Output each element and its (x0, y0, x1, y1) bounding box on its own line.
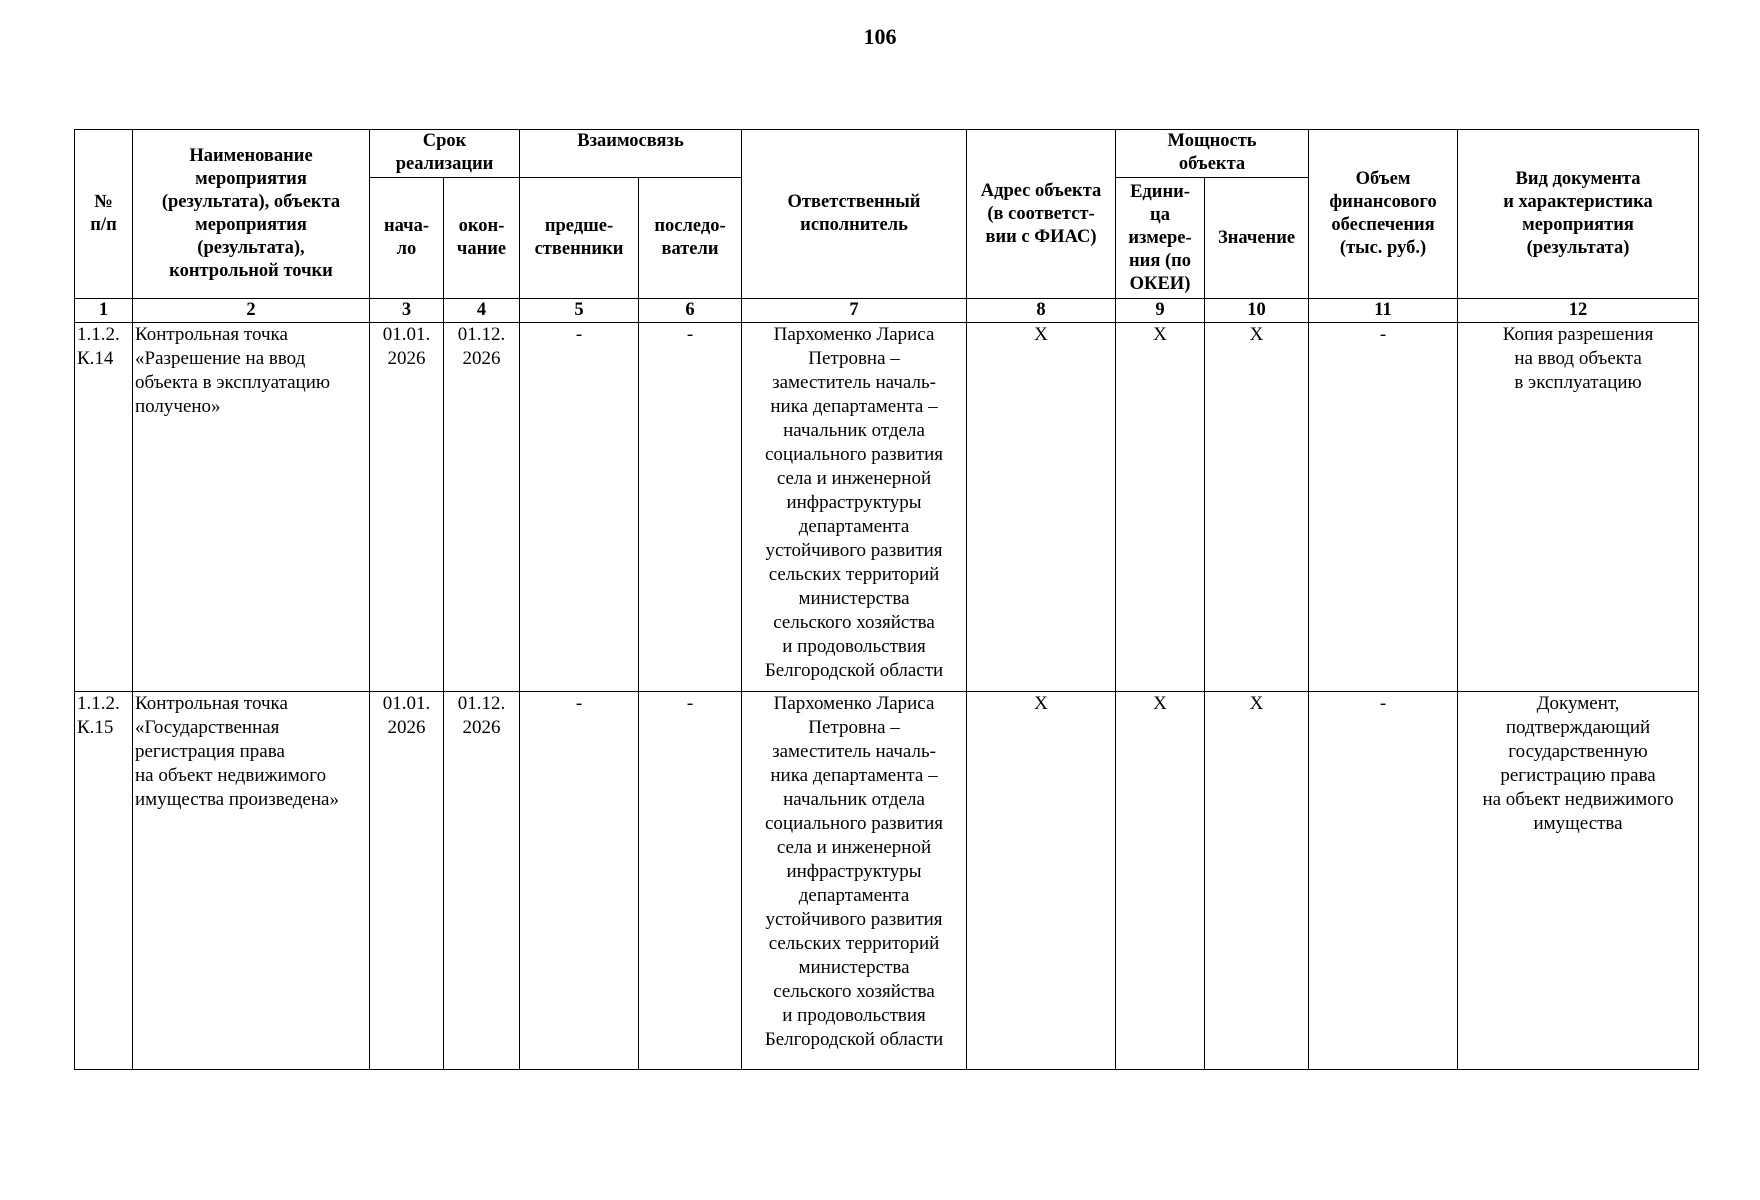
header-name: Наименование мероприятия (результата), объекта мероприятия (результата), контрольной точки (133, 130, 370, 299)
column-number: 7 (742, 299, 967, 323)
row-unit: X (1116, 323, 1205, 692)
row-start-date: 01.01. 2026 (370, 323, 444, 692)
column-number: 11 (1309, 299, 1458, 323)
row-name: Контрольная точка «Разрешение на ввод объекта в эксплуатацию получено» (133, 323, 370, 692)
column-number: 1 (75, 299, 133, 323)
column-number: 8 (967, 299, 1116, 323)
row-end-date: 01.12. 2026 (444, 323, 520, 692)
header-term-end: окон- чание (444, 178, 520, 299)
header-number: № п/п (75, 130, 133, 299)
header-rel-next: последо- ватели (639, 178, 742, 299)
header-relation: Взаимосвязь (520, 130, 742, 178)
row-predecessors: - (520, 323, 639, 692)
header-rel-prev: предше- ственники (520, 178, 639, 299)
row-finance: - (1309, 692, 1458, 1070)
table-row (75, 692, 1699, 1070)
column-number: 4 (444, 299, 520, 323)
table-row (75, 323, 1699, 692)
column-number: 2 (133, 299, 370, 323)
column-number-row (75, 299, 1699, 323)
page-number: 106 (863, 24, 897, 49)
row-unit: X (1116, 692, 1205, 1070)
row-responsible: Пархоменко Лариса Петровна – заместитель началь- ника департамента – начальник отдела социального развития села и инженерной инфраструктуры департамента устойчивого развития сельских территорий министерства сельского хозяйства и продовольствия Белгородской области (742, 692, 967, 1070)
row-successors: - (639, 323, 742, 692)
row-document: Копия разрешения на ввод объекта в эксплуатацию (1458, 323, 1699, 692)
row-finance: - (1309, 323, 1458, 692)
row-number: 1.1.2. К.15 (75, 692, 133, 1070)
row-address: X (967, 323, 1116, 692)
header-address: Адрес объекта (в соответст- вии с ФИАС) (967, 130, 1116, 299)
column-number: 10 (1205, 299, 1309, 323)
row-value: X (1205, 323, 1309, 692)
header-finance: Объем финансового обеспечения (тыс. руб.) (1309, 130, 1458, 299)
header-cap-unit: Едини- ца измере- ния (по ОКЕИ) (1116, 178, 1205, 299)
row-predecessors: - (520, 692, 639, 1070)
header-cap-value: Значение (1205, 178, 1309, 299)
row-successors: - (639, 692, 742, 1070)
row-address: X (967, 692, 1116, 1070)
row-name: Контрольная точка «Государственная регистрация права на объект недвижимого имущества произведена» (133, 692, 370, 1070)
row-value: X (1205, 692, 1309, 1070)
header-capacity: Мощность объекта (1116, 130, 1309, 178)
row-start-date: 01.01. 2026 (370, 692, 444, 1070)
row-end-date: 01.12. 2026 (444, 692, 520, 1070)
column-number: 6 (639, 299, 742, 323)
column-number: 9 (1116, 299, 1205, 323)
column-number: 5 (520, 299, 639, 323)
activities-table (74, 129, 1699, 1070)
header-term: Срок реализации (370, 130, 520, 178)
column-number: 12 (1458, 299, 1699, 323)
header-responsible: Ответственный исполнитель (742, 130, 967, 299)
row-document: Документ, подтверждающий государственную регистрацию права на объект недвижимого имущества (1458, 692, 1699, 1070)
header-doc-type: Вид документа и характеристика мероприятия (результата) (1458, 130, 1699, 299)
column-number: 3 (370, 299, 444, 323)
row-number: 1.1.2. К.14 (75, 323, 133, 692)
row-responsible: Пархоменко Лариса Петровна – заместитель началь- ника департамента – начальник отдела социального развития села и инженерной инфраструктуры департамента устойчивого развития сельских территорий министерства сельского хозяйства и продовольствия Белгородской области (742, 323, 967, 692)
header-row (75, 130, 1699, 178)
header-term-start: нача- ло (370, 178, 444, 299)
